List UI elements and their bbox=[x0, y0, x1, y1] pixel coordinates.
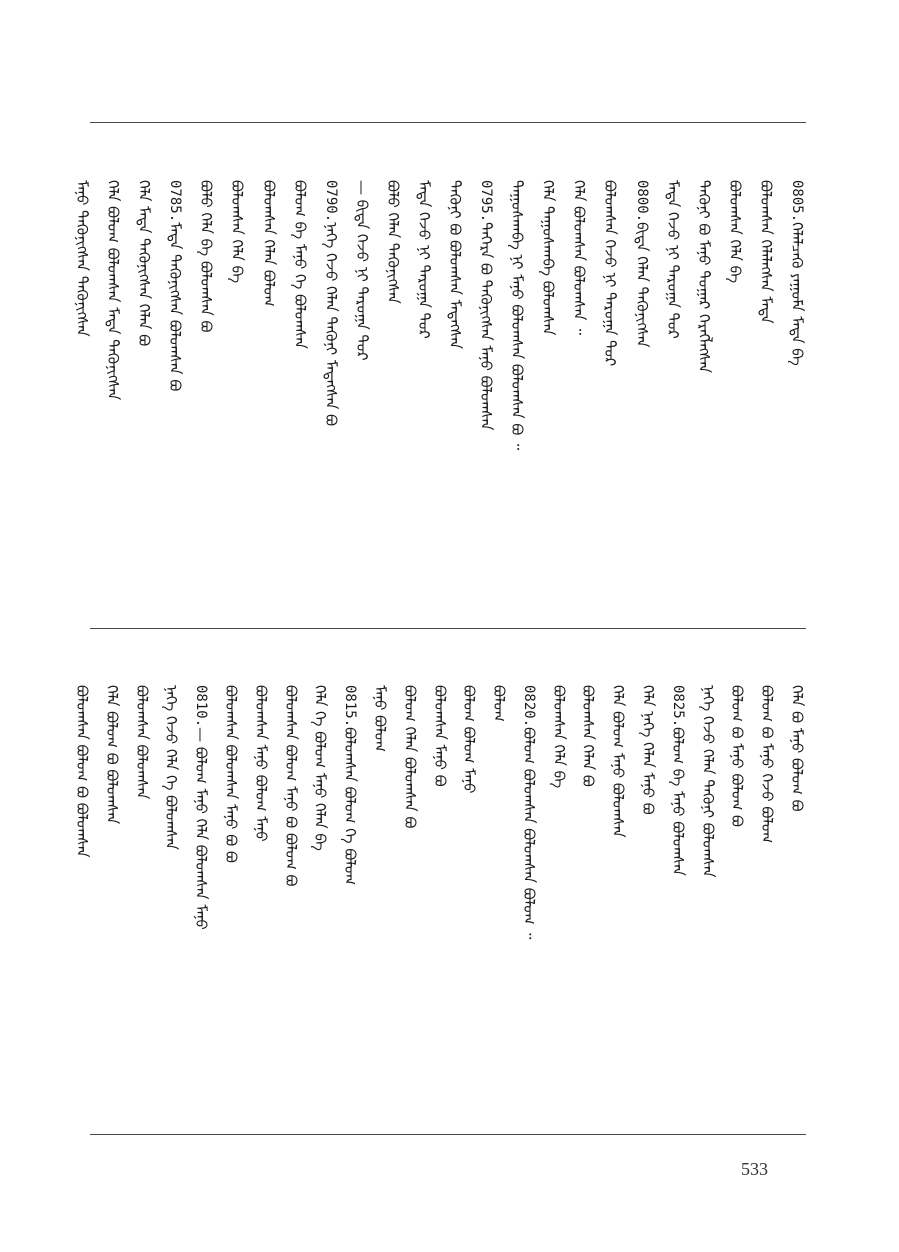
verse-line bbox=[580, 685, 596, 1085]
verse-text: ᠮᠠᠳᠠ ᠭᠡᠵᠦ ᠨᠢ ᠳᠠᠷᠤᠭᠠ ᠳᠤᠷ bbox=[664, 180, 682, 339]
verse-text: ᠪᠣᠯᠤᠭᠰᠠᠨ ᠬᠡᠯᠡ ᠪᠠ bbox=[726, 180, 744, 284]
verse-line bbox=[105, 180, 121, 580]
verse-text: ᠬᠡᠯᠡ ᠪᠣᠯᠤᠭᠰᠠᠨ ᠪᠣᠯᠤᠭᠰᠠᠨ ᠃ bbox=[570, 180, 588, 336]
verse-text: ᠪᠣᠯᠤᠭ ᠪᠠ ᠮᠠᠨᠤ ᠪᠣᠯᠤᠭᠰᠠᠨ bbox=[669, 727, 687, 876]
verse-line bbox=[509, 180, 525, 580]
verse-text: ᠮᠠᠨᠤ ᠪᠣᠯᠤᠭ bbox=[371, 685, 389, 752]
verse-line bbox=[385, 180, 401, 580]
verse-text: ᠪᠣᠯᠤᠭᠰᠠᠨ ᠮᠠᠨᠤ ᠪᠣᠯᠤᠭ ᠮᠠᠨᠤ bbox=[252, 685, 270, 842]
verse-column bbox=[540, 180, 556, 580]
verse-text: ᠪᠣᠯᠤᠭᠰᠠᠨ ᠬᠡᠯᠡᠨ ᠪᠣ bbox=[579, 685, 597, 787]
bottom-verse-block bbox=[73, 685, 806, 1085]
entry-number: 0790. bbox=[323, 180, 339, 223]
verse-column bbox=[521, 685, 537, 1085]
verse-line bbox=[758, 180, 774, 580]
verse-column bbox=[253, 685, 269, 1085]
verse-text: ᠬᠡᠯᠡ ᠪᠣ ᠮᠠᠨᠤ ᠪᠣᠯᠤᠭ ᠪᠣ bbox=[788, 685, 806, 812]
verse-column bbox=[105, 180, 121, 580]
verse-column bbox=[727, 180, 743, 580]
verse-column bbox=[292, 180, 308, 580]
verse-line bbox=[323, 180, 339, 580]
verse-line bbox=[521, 685, 537, 1085]
verse-line bbox=[372, 685, 388, 1085]
verse-column bbox=[134, 685, 150, 1085]
verse-column bbox=[74, 685, 90, 1085]
verse-line bbox=[136, 180, 152, 580]
verse-line bbox=[354, 180, 370, 580]
verse-line bbox=[640, 685, 656, 1085]
verse-line bbox=[283, 685, 299, 1085]
verse-text: ᠪᠣᠯᠤᠭᠰᠠᠨ ᠬᠡᠯᠡ ᠪᠠ bbox=[550, 685, 568, 789]
verse-column bbox=[670, 685, 686, 1085]
entry-number: 0785. bbox=[167, 180, 183, 223]
verse-text: ᠬᠡᠯᠡᠯᠴᠡᠬᠦ ᠶᠠᠭᠤᠮᠠ ᠮᠡᠳᠡ ᠪᠡ bbox=[788, 222, 806, 366]
verse-line bbox=[253, 685, 269, 1085]
verse-text: ᠲᠡᠭᠦᠨᠢ ᠪᠣ ᠮᠠᠨᠤ ᠳᠤᠭᠠᠷ ᠬᠡᠷᠡᠭᠯᠡᠭᠰᠡᠨ bbox=[695, 180, 713, 373]
entry-number: 0800. bbox=[634, 180, 650, 223]
verse-column bbox=[74, 180, 90, 580]
verse-line bbox=[696, 180, 712, 580]
verse-line bbox=[478, 180, 494, 580]
verse-line bbox=[670, 685, 686, 1085]
verse-text: ᠮᠠᠳᠠ ᠲᠡᠭᠦᠨᠢᠭᠰᠡᠨ ᠪᠣᠯᠤᠭᠰᠠᠨ ᠪᠣ bbox=[166, 222, 184, 392]
verse-text: ᠬᠡᠯᠡ ᠳᠠᠭᠤᠰᠬᠠᠪᠠ ᠪᠣᠯᠤᠭᠰᠠᠨ bbox=[539, 180, 557, 336]
verse-column bbox=[700, 685, 716, 1085]
verse-text: ᠪᠣᠯᠤᠭᠰᠠᠨ ᠪᠣᠯᠤᠭ ᠬᠡ ᠪᠣᠯᠤᠭ bbox=[341, 727, 359, 886]
verse-line bbox=[342, 685, 358, 1085]
verse-text: ᠨᠡᠭᠡ ᠭᠡᠵᠦ ᠬᠡᠯᠡ ᠬᠡ ᠪᠣᠯᠤᠭᠰᠠᠨ bbox=[162, 685, 180, 850]
verse-text: ᠪᠣᠯᠤᠭᠰᠠᠨ ᠪᠣᠯᠤᠭᠰᠠᠨ ᠮᠠᠨᠤ ᠪᠣ ᠪᠣ bbox=[222, 685, 240, 863]
middle-divider-line bbox=[90, 628, 806, 629]
verse-text: ᠮᠠᠨᠤ ᠲᠡᠭᠦᠨᠢᠭᠰᠡᠨ ᠲᠡᠭᠦᠨᠢᠭᠰᠡᠨ bbox=[73, 180, 91, 337]
verse-line bbox=[198, 180, 214, 580]
verse-text: ᠮᠠᠳᠠ ᠭᠡᠵᠦ ᠨᠢ ᠳᠠᠷᠤᠭᠠ ᠳᠤᠷ bbox=[415, 180, 433, 339]
verse-line bbox=[789, 180, 805, 580]
verse-text: ᠬᠡᠯᠡ ᠪᠣᠯᠤᠭ ᠪᠣᠯᠤᠭᠰᠠᠨ ᠮᠡᠳᠡ ᠲᠡᠭᠦᠨᠢᠭᠰᠡᠨ bbox=[104, 180, 122, 401]
verse-line bbox=[571, 180, 587, 580]
verse-text: ᠪᠢᠳᠡ ᠬᠡᠯᠡᠨ ᠲᠡᠭᠦᠨᠢᠭᠰᠡᠨ bbox=[633, 222, 651, 348]
verse-line bbox=[74, 685, 90, 1085]
verse-column bbox=[461, 685, 477, 1085]
verse-column bbox=[640, 685, 656, 1085]
verse-line bbox=[261, 180, 277, 580]
verse-line bbox=[447, 180, 463, 580]
verse-text: ᠬᠡᠯᠡ ᠪᠣᠯᠤᠭ ᠪᠣ ᠪᠣᠯᠤᠭᠰᠠᠨ bbox=[103, 685, 121, 825]
verse-column bbox=[229, 180, 245, 580]
verse-line bbox=[402, 685, 418, 1085]
verse-column bbox=[759, 685, 775, 1085]
verse-column bbox=[261, 180, 277, 580]
verse-text: ᠬᠡᠯᠡ ᠮᠠᠳᠠ ᠲᠡᠭᠦᠨᠢᠭᠰᠡᠨ ᠬᠡᠯᠡᠨ ᠪᠣ bbox=[135, 180, 153, 347]
verse-line bbox=[229, 180, 245, 580]
verse-column bbox=[104, 685, 120, 1085]
verse-text: ᠪᠣᠯᠤᠭᠰᠠᠨ ᠬᠡᠯᠡᠯᠡᠭᠰᠡᠨ ᠮᠡᠳᠡ bbox=[757, 180, 775, 324]
verse-column bbox=[198, 180, 214, 580]
verse-text: ᠪᠣᠯᠤᠭᠰᠠᠨ ᠪᠣᠯᠤᠭᠰᠠᠨ bbox=[133, 685, 151, 800]
verse-line bbox=[602, 180, 618, 580]
verse-text: ᠨᠡᠭᠡ ᠭᠡᠵᠦ ᠬᠡᠯᠡᠨ ᠲᠡᠭᠦᠨᠢ ᠮᠡᠳᠡᠭᠰᠡᠨ ᠪᠣ bbox=[322, 222, 340, 427]
verse-text: ᠳᠡᠭᠡᠷᠡ ᠪᠣ ᠲᠡᠭᠦᠨᠢᠭᠰᠡᠨ ᠮᠠᠨᠤ ᠪᠣᠯᠤᠭᠰᠠᠨ bbox=[477, 222, 495, 431]
verse-column bbox=[193, 685, 209, 1085]
verse-column bbox=[312, 685, 328, 1085]
verse-column bbox=[323, 180, 339, 580]
verse-column bbox=[372, 685, 388, 1085]
verse-text: ᠪᠣᠯᠤᠭᠰᠠᠨ ᠭᠡᠵᠦ ᠨᠢ ᠳᠠᠷᠤᠭᠠ ᠳᠤᠷ bbox=[601, 180, 619, 367]
verse-text: ᠬᠡᠯᠡ ᠨᠡᠭᠡ ᠬᠡᠯᠡᠨ ᠮᠠᠨᠤ ᠪᠣ bbox=[639, 685, 657, 815]
entry-number: 0815. bbox=[342, 685, 358, 728]
verse-line bbox=[223, 685, 239, 1085]
verse-line bbox=[432, 685, 448, 1085]
verse-column bbox=[729, 685, 745, 1085]
verse-column bbox=[696, 180, 712, 580]
bottom-divider-line bbox=[90, 1134, 806, 1135]
entry-number: 0805. bbox=[789, 180, 805, 223]
verse-text: ᠪᠣᠯᠤᠭᠰᠠᠨ ᠮᠠᠨᠤ ᠪᠣ bbox=[431, 685, 449, 787]
verse-column bbox=[223, 685, 239, 1085]
top-divider-line bbox=[90, 122, 806, 123]
verse-column bbox=[416, 180, 432, 580]
verse-text: ᠪᠣᠯᠤᠭᠰᠠᠨ ᠪᠣᠯᠤᠭ ᠪᠣ ᠪᠣᠯᠤᠭᠰᠠᠨ bbox=[73, 685, 91, 858]
verse-line bbox=[727, 180, 743, 580]
verse-column bbox=[167, 180, 183, 580]
entry-number: 0820. bbox=[521, 685, 537, 728]
verse-column bbox=[163, 685, 179, 1085]
verse-text: ᠬᠡᠯᠡ ᠪᠣᠯᠤᠭ ᠮᠠᠨᠤ ᠪᠣᠯᠤᠭᠰᠠᠨ bbox=[609, 685, 627, 838]
entry-number: 0810. bbox=[193, 685, 209, 728]
verse-line bbox=[134, 685, 150, 1085]
verse-text: ᠪᠣᠯᠤᠭ ᠪᠣ ᠮᠠᠨᠤ ᠭᠡᠵᠦ ᠪᠣᠯᠤᠭ bbox=[758, 685, 776, 844]
verse-column bbox=[283, 685, 299, 1085]
verse-text: ᠪᠣᠯᠤ ᠬᠡᠯᠡ ᠪᠠ ᠪᠣᠯᠤᠭᠰᠠᠨ ᠪᠣ bbox=[197, 180, 215, 333]
page-number: 533 bbox=[741, 1159, 768, 1179]
verse-line bbox=[700, 685, 716, 1085]
verse-column bbox=[136, 180, 152, 580]
verse-text: ᠪᠣᠯᠤᠭ ᠪᠣ ᠮᠠᠨᠤ ᠪᠣᠯᠤᠭ ᠪᠣ bbox=[728, 685, 746, 827]
verse-line bbox=[491, 685, 507, 1085]
verse-column bbox=[665, 180, 681, 580]
verse-line bbox=[312, 685, 328, 1085]
verse-line bbox=[461, 685, 477, 1085]
verse-column bbox=[402, 685, 418, 1085]
verse-line bbox=[167, 180, 183, 580]
verse-text: — ᠪᠣᠯᠤᠭ ᠮᠠᠨᠤ ᠬᠡᠯᠡ ᠪᠣᠯᠤᠭᠰᠠᠨ ᠮᠠᠨᠤ bbox=[192, 727, 210, 930]
verse-column bbox=[634, 180, 650, 580]
verse-line bbox=[551, 685, 567, 1085]
verse-line bbox=[759, 685, 775, 1085]
verse-column bbox=[385, 180, 401, 580]
verse-text: — ᠪᠢᠳᠡ ᠭᠡᠵᠦ ᠨᠢ ᠳᠠᠷᠤᠭᠠ ᠳᠤᠷ bbox=[353, 180, 371, 361]
verse-text: ᠪᠣᠯᠤᠭ ᠬᠡᠯᠡᠨ ᠪᠣᠯᠤᠭᠰᠠᠨ ᠪᠣ bbox=[401, 685, 419, 829]
verse-line bbox=[292, 180, 308, 580]
verse-line bbox=[163, 685, 179, 1085]
verse-column bbox=[509, 180, 525, 580]
verse-text: ᠪᠣᠯᠤᠭᠰᠠᠨ ᠬᠡᠯᠡᠨ ᠪᠣᠯᠤᠭ bbox=[260, 180, 278, 307]
verse-line bbox=[104, 685, 120, 1085]
verse-column bbox=[602, 180, 618, 580]
entry-number: 0825. bbox=[670, 685, 686, 728]
verse-line bbox=[540, 180, 556, 580]
verse-text: ᠲᠡᠭᠦᠨᠢ ᠪᠣ ᠪᠣᠯᠤᠭᠰᠠᠨ ᠮᠡᠳᠡᠭᠰᠡᠨ bbox=[446, 180, 464, 350]
verse-line bbox=[729, 685, 745, 1085]
verse-column bbox=[478, 180, 494, 580]
verse-text: ᠨᠡᠭᠡ ᠭᠡᠵᠦ ᠬᠡᠯᠡᠨ ᠲᠡᠭᠦᠨᠢ ᠪᠣᠯᠤᠭᠰᠠᠨ bbox=[699, 685, 717, 878]
verse-column bbox=[447, 180, 463, 580]
verse-text: ᠪᠣᠯᠤᠭᠰᠠᠨ ᠪᠣᠯᠤᠭ ᠮᠠᠨᠤ ᠪᠣ ᠪᠣᠯᠤᠭ ᠪᠣ bbox=[282, 685, 300, 887]
verse-column bbox=[580, 685, 596, 1085]
verse-column bbox=[342, 685, 358, 1085]
verse-column bbox=[758, 180, 774, 580]
verse-column bbox=[354, 180, 370, 580]
verse-line bbox=[634, 180, 650, 580]
verse-column bbox=[789, 685, 805, 1085]
entry-number: 0795. bbox=[478, 180, 494, 223]
verse-line bbox=[610, 685, 626, 1085]
verse-text: ᠪᠣᠯᠤ ᠬᠡᠯᠡᠨ ᠲᠡᠭᠦᠨᠢᠭᠰᠡᠨ bbox=[384, 180, 402, 304]
top-verse-block bbox=[73, 180, 806, 580]
verse-line bbox=[789, 685, 805, 1085]
verse-text: ᠪᠣᠯᠤᠭ bbox=[490, 685, 508, 722]
verse-line bbox=[665, 180, 681, 580]
verse-column bbox=[432, 685, 448, 1085]
verse-line bbox=[193, 685, 209, 1085]
verse-text: ᠪᠣᠯᠤᠭ ᠪᠠ ᠮᠠᠨᠤ ᠬᠡ ᠪᠣᠯᠤᠭᠰᠠᠨ bbox=[291, 180, 309, 349]
verse-text: ᠪᠣᠯᠤᠭ ᠪᠣᠯᠤᠭᠰᠠᠨ ᠪᠣᠯᠤᠭᠰᠠᠨ ᠪᠣᠯᠤᠭ ᠃ bbox=[520, 727, 538, 940]
verse-line bbox=[416, 180, 432, 580]
verse-column bbox=[491, 685, 507, 1085]
verse-text: ᠪᠣᠯᠤᠭ ᠪᠣᠯᠤᠭ ᠮᠠᠨᠤ bbox=[460, 685, 478, 794]
verse-column bbox=[551, 685, 567, 1085]
verse-column bbox=[571, 180, 587, 580]
verse-text: ᠪᠣᠯᠤᠭᠰᠠᠨ ᠬᠡᠯᠡ ᠪᠠ bbox=[228, 180, 246, 284]
verse-column bbox=[610, 685, 626, 1085]
verse-column bbox=[789, 180, 805, 580]
verse-text: ᠳᠠᠭᠤᠰᠬᠠᠪᠠ ᠨᠢ ᠮᠠᠨᠤ ᠪᠣᠯᠤᠭᠰᠠᠨ ᠪᠣᠯᠤᠭᠰᠠᠨ ᠪᠣ ᠃ bbox=[508, 180, 526, 451]
verse-text: ᠬᠡᠯᠡ ᠬᠡ ᠪᠣᠯᠤᠭ ᠮᠠᠨᠤ ᠬᠡᠯᠡᠨ ᠪᠠ bbox=[311, 685, 329, 851]
verse-line bbox=[74, 180, 90, 580]
